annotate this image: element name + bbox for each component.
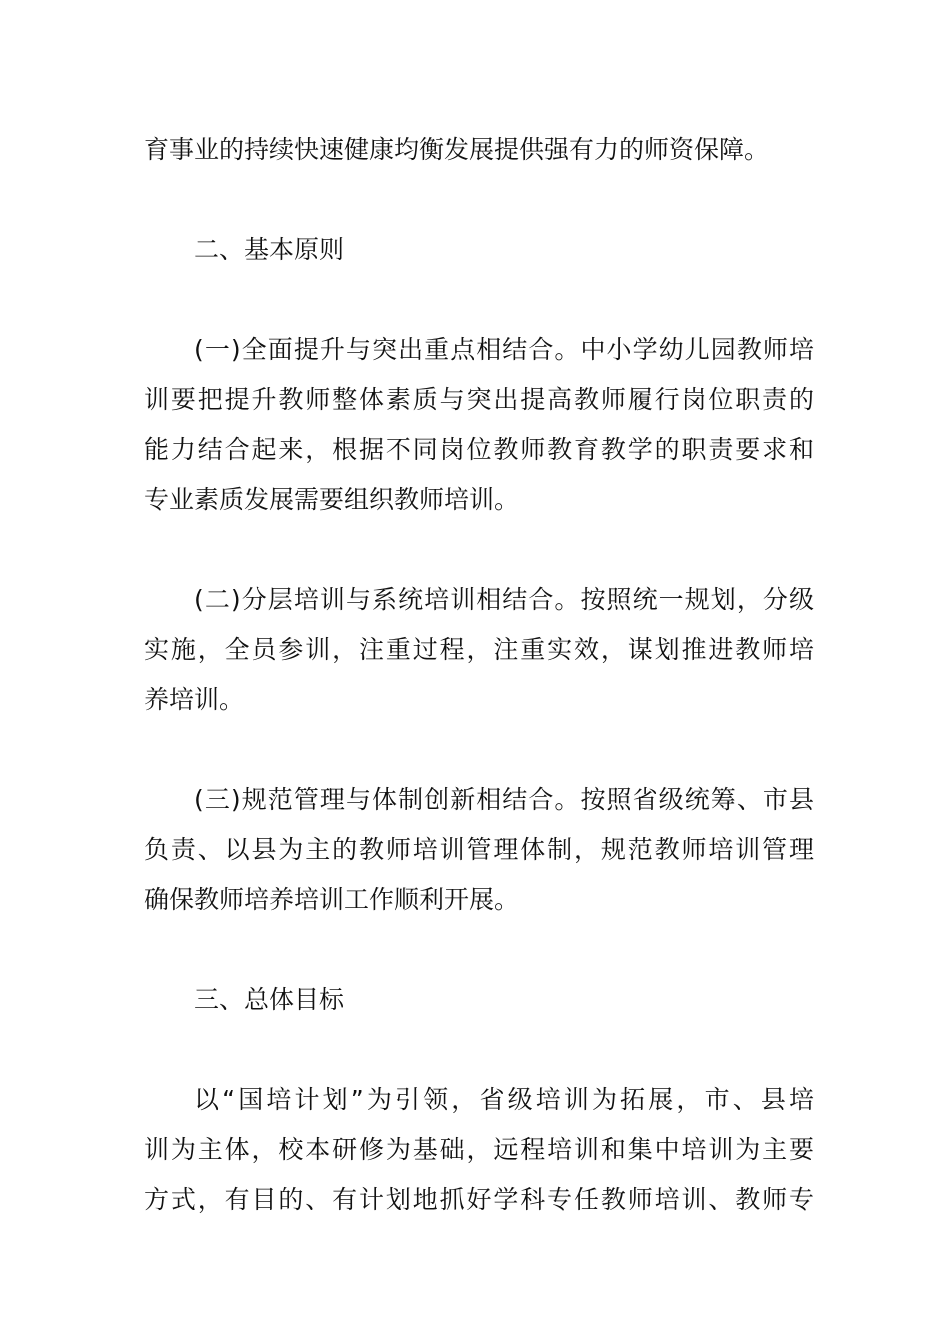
section-heading-basic-principles: 二、基本原则 — [194, 235, 345, 264]
principle-3-line-2: 负责、以县为主的教师培训管理体制，规范教师培训管理 — [144, 835, 814, 864]
goals-line-3: 方式，有目的、有计划地抓好学科专任教师培训、教师专 — [144, 1185, 814, 1214]
principle-1-line-1: (一)全面提升与突出重点相结合。中小学幼儿园教师培 — [194, 335, 814, 364]
goals-line-1: 以“国培计划”为引领，省级培训为拓展，市、县培 — [194, 1085, 814, 1114]
principle-1-line-4: 专业素质发展需要组织教师培训。 — [144, 485, 520, 514]
goals-line-2: 训为主体，校本研修为基础，远程培训和集中培训为主要 — [144, 1135, 814, 1164]
principle-2-line-2: 实施，全员参训，注重过程，注重实效，谋划推进教师培 — [144, 635, 814, 664]
section-heading-overall-goals: 三、总体目标 — [194, 985, 345, 1014]
paragraph-continuation-line: 育事业的持续快速健康均衡发展提供强有力的师资保障。 — [144, 135, 770, 164]
principle-2-line-1: (二)分层培训与系统培训相结合。按照统一规划，分级 — [194, 585, 814, 614]
principle-2-line-3: 养培训。 — [144, 685, 245, 714]
principle-1-line-3: 能力结合起来，根据不同岗位教师教育教学的职责要求和 — [144, 435, 814, 464]
principle-1-line-2: 训要把提升教师整体素质与突出提高教师履行岗位职责的 — [144, 385, 814, 414]
principle-3-line-3: 确保教师培养培训工作顺利开展。 — [144, 885, 520, 914]
principle-3-line-1: (三)规范管理与体制创新相结合。按照省级统筹、市县 — [194, 785, 814, 814]
